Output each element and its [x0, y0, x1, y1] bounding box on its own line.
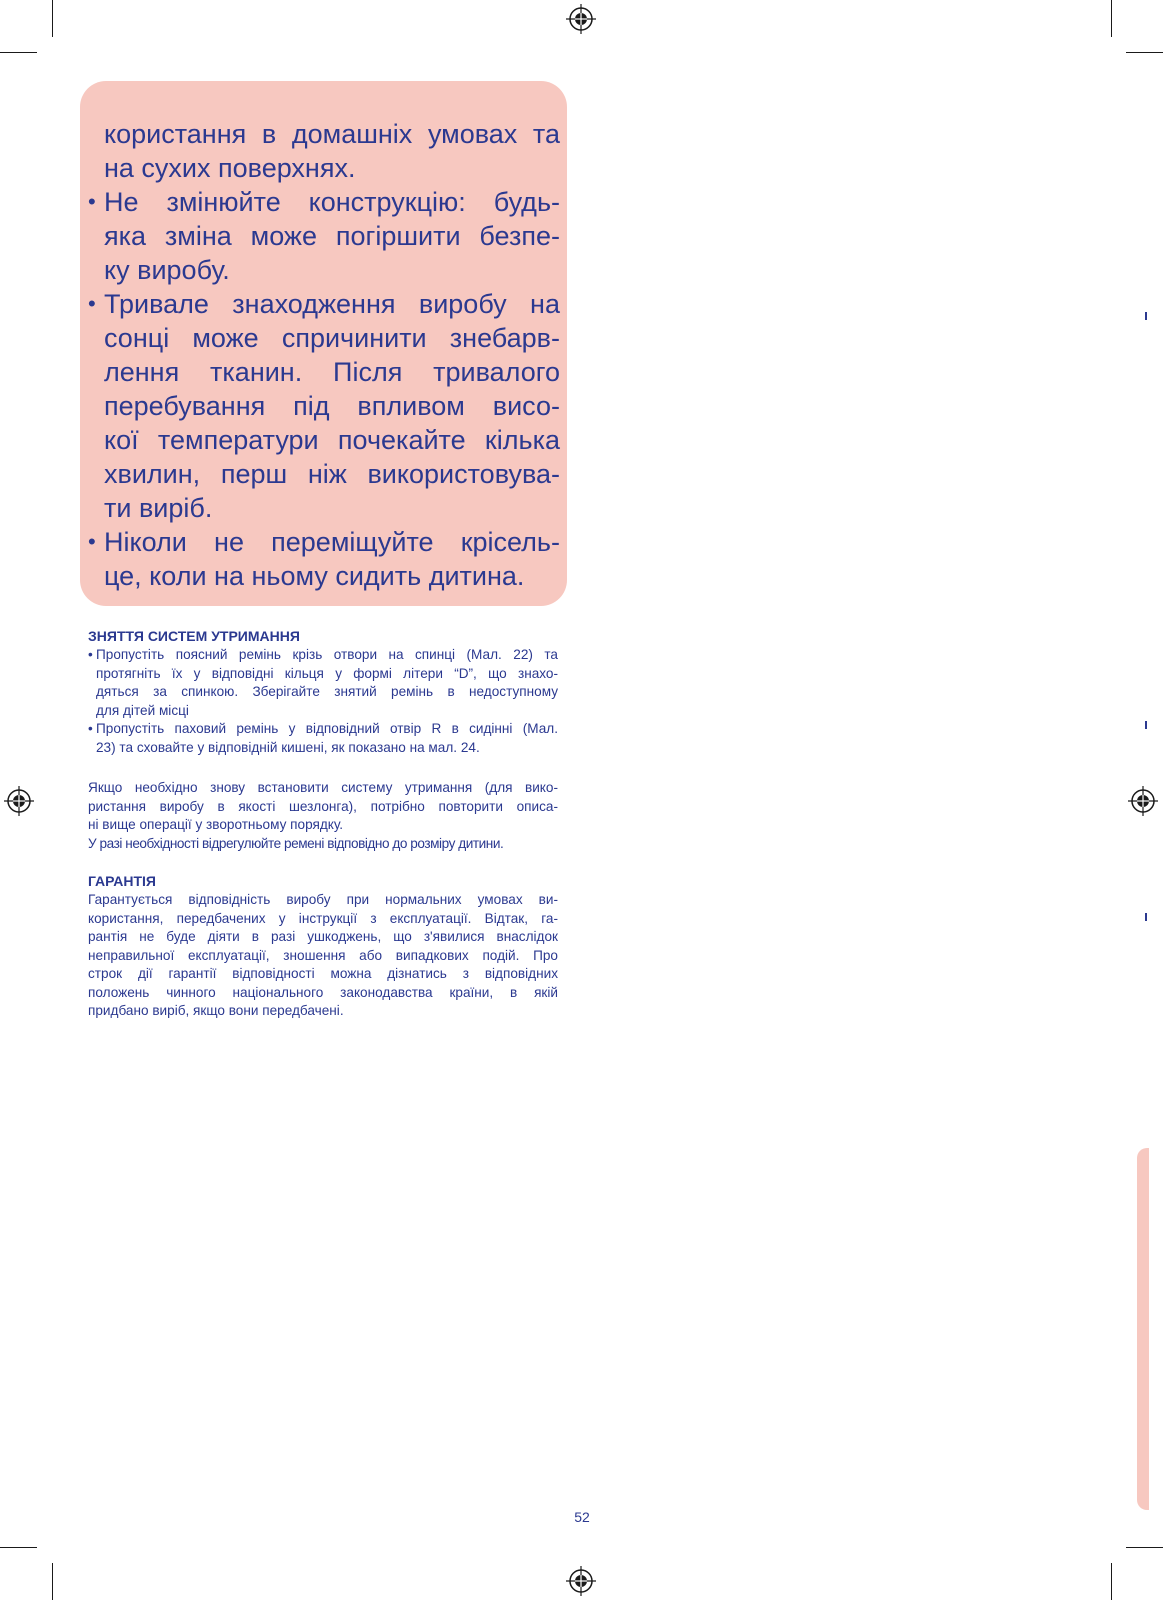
text-line: для дітей місці: [96, 702, 189, 718]
bullet: •: [88, 721, 93, 736]
text-line: Тривале знаходження виробу на: [104, 289, 560, 319]
text-line: положень чинного національного законодавства країни, в якій: [88, 984, 558, 1000]
list-item: [88, 646, 558, 665]
crop-mark: [0, 1547, 37, 1548]
list-item: [88, 525, 560, 559]
text-line: строк дії гарантії відповідності можна дізнатись з відповідних: [88, 966, 558, 981]
registration-mark-icon: [566, 1566, 596, 1596]
crop-mark: [1111, 0, 1112, 37]
text-line: ти виріб.: [104, 493, 213, 523]
text-line: протягніть їх у відповідні кільця у формі літери “D”, що знахо-: [96, 665, 558, 681]
side-tab: [1137, 1148, 1149, 1510]
crop-mark: [52, 1563, 53, 1600]
text-line: У разі необхідності відрегулюйте ремені відповідно до розміру дитини.: [88, 835, 504, 851]
text-line: придбано виріб, якщо вони передбачені.: [88, 1003, 344, 1018]
side-tick: [1145, 312, 1147, 320]
warning-text: [88, 117, 560, 593]
text-line: ні вище операції у зворотньому порядку.: [88, 817, 344, 832]
text-line: кої температури почекайте кілька: [104, 425, 560, 455]
text-line: сонці може спричинити знебарв-: [104, 323, 560, 353]
text-line: хвилин, перш ніж використовува-: [104, 459, 560, 489]
crop-mark: [1126, 52, 1163, 53]
crop-mark: [1111, 1563, 1112, 1600]
text-line: це, коли на ньому сидить дитина.: [104, 561, 525, 591]
side-tick: [1145, 913, 1147, 921]
text-line: неправильної експлуатації, зношення або випадкових подій. Про: [88, 947, 558, 963]
bullet: •: [88, 291, 96, 316]
crop-mark: [52, 0, 53, 37]
text-line: Не змінюйте конструкцію: будь-: [104, 187, 560, 217]
crop-mark: [1126, 1547, 1163, 1548]
text-line: Пропустіть поясний ремінь крізь отвори на спинці (Мал. 22) та: [96, 647, 558, 662]
registration-mark-icon: [566, 4, 596, 34]
text-line: дяться за спинкою. Зберігайте знятий ремінь в недоступному: [96, 684, 558, 699]
side-tick: [1145, 721, 1147, 729]
reinstall-paragraph: [88, 779, 558, 853]
crop-mark: [0, 52, 37, 53]
bullet: •: [88, 647, 93, 662]
list-item: [88, 185, 560, 219]
text-line: Пропустіть паховий ремінь у відповідний отвір R в сидінні (Мал.: [96, 721, 558, 736]
text-line: користання, передбачених у інструкції з експлуатації. Відтак, га-: [88, 910, 558, 926]
text-line: ку виробу.: [104, 255, 230, 285]
text-line: 23) та сховайте у відповідній кишені, як показано на мал. 24.: [96, 739, 480, 755]
text-line: Якщо необхідно знову встановити систему утримання (для вико-: [88, 780, 558, 795]
text-line: лення тканин. Після тривалого: [104, 357, 560, 387]
registration-mark-icon: [1128, 786, 1158, 816]
section-heading: ГАРАНТІЯ: [88, 873, 156, 889]
text-line: Гарантується відповідність виробу при нормальних умовах ви-: [88, 892, 558, 907]
registration-mark-icon: [4, 786, 34, 816]
list-item: [88, 720, 558, 739]
bullet: •: [88, 189, 96, 214]
text-line: користання в домашніх умовах та: [104, 119, 560, 149]
text-line: яка зміна може погіршити безпе-: [104, 221, 560, 251]
page-number: 52: [574, 1509, 590, 1525]
text-line: перебування під впливом висо-: [104, 391, 560, 421]
text-line: ристання виробу в якості шезлонга), потрібно повторити описа-: [88, 798, 558, 814]
text-line: рантія не буде діяти в разі ушкоджень, що з'явилися внаслідок: [88, 929, 558, 944]
warranty-section: [88, 872, 558, 1021]
text-line: Ніколи не переміщуйте крісель-: [104, 527, 560, 557]
section-heading: ЗНЯТТЯ СИСТЕМ УТРИМАННЯ: [88, 628, 300, 644]
list-item: [88, 287, 560, 321]
removal-section: [88, 627, 558, 757]
text-line: на сухих поверхнях.: [104, 153, 356, 183]
bullet: •: [88, 529, 96, 554]
